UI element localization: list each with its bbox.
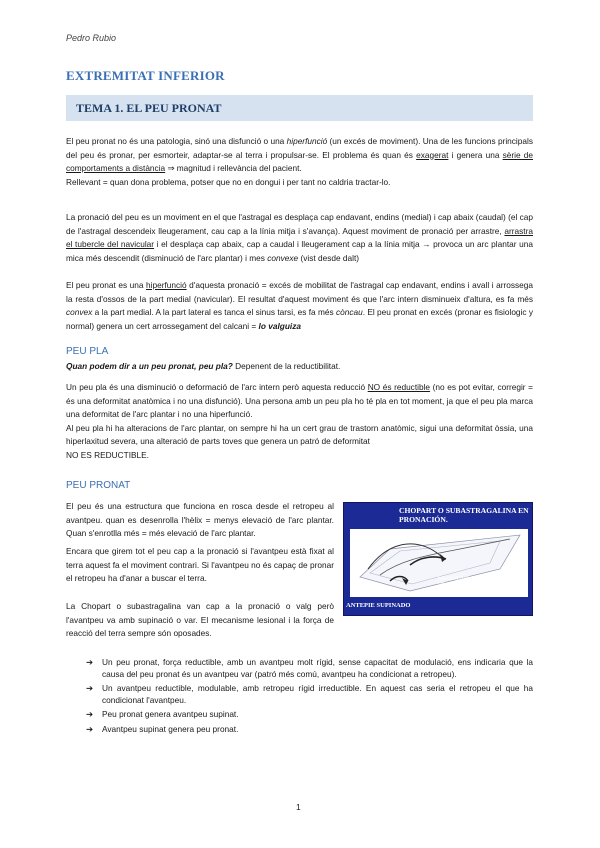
- tema-title-box: [66, 95, 533, 121]
- tema-title: TEMA 1. EL PEU PRONAT: [76, 101, 222, 115]
- page-number: 1: [296, 802, 301, 812]
- hyperfunction-paragraph: El peu pronat es una hiperfunció d'aquesta pronació = excés de mobilitat de l'astragal cap endavant, endins i avall i arrossega la resta d'ossos de la part medial (navicular). El resultat d'aquest moviment és que l'arc intern disminueix d'altura, es fa més convex a la part medial. A la part lateral es tanca el sinus tarsi, es fa més còncau. El peu pronat en excés (pronar es fisiologic y normal) genera un cert arrossegament del calcani = lo valguiza: [66, 280, 533, 331]
- list-item: ➔ Un peu pronat, força reductible, amb un avantpeu molt rígid, sense capacitat de modulació, ens indicaria que la causa del peu pronat és un avantpeu var (patró més comú, avantpeu ha condicionat a retropeu).: [86, 657, 533, 679]
- not-reducible-note: NO ES REDUCTIBLE.: [66, 449, 149, 460]
- figure-caption: MECANISMO LESIONAL Y FUERZA DE REACCIÓN DEL SUELO SIEMPRE SON OPUESTAS: [438, 576, 526, 594]
- peu-pla-paragraph: Un peu pla és una disminució o deformació de l'arc intern però aquesta reducció NO és reductible (no es pot evitar, corregir = és una deformitat anatòmica i no una disfunció). Una persona amb un peu pla ho té pla en tot moment, ja que el peu pla marca una deformitat de l'arc plantar i no una hiperfunció. Al peu pla hi ha alteracions de l'arc plantar, on sempre hi ha un cert grau de trastorn anatòmic, sigui una deformitat òssia, una hiperlaxitud severa, una alteració de parts toves que genera un patró de deformitat NO ES REDUCTIBLE.: [66, 382, 533, 460]
- list-item: ➔ Avantpeu supinat genera peu pronat.: [86, 723, 239, 734]
- peu-pla-heading: PEU PLA: [66, 346, 109, 357]
- intro-paragraph: El peu pronat no és una patologia, sinó una disfunció o una hiperfunció (un excés de moviment). Una de les funcions principals del peu és pronar, per esmorteir, adaptar-se al terra i propulsar-se. El problema és quan és exagerat i genera una sèrie de comportaments a distància ⇒ magnitud i rellevància del pacient. Rellevant = quan dona problema, potser que no en dongui i per tant no caldria tractar-lo.: [66, 136, 533, 187]
- arrow-right-icon: ➔: [86, 723, 94, 734]
- author-header: Pedro Rubio: [66, 33, 117, 43]
- peu-pronat-paragraph-1: El peu és una estructura que funciona en rosca desde el retropeu al avantpeu. quan es desenrolla l'hèlix = menys elevació de l'arc plantar. Quan s'enrotlla més = més elevació de l'arc plantar.: [66, 501, 334, 538]
- peu-pronat-paragraph-3: La Chopart o subastragalina van cap a la pronació o valg però l'avantpeu va amb supinació o var. El mecanisme lesional i la força de reacció del terra sempre són oposades.: [66, 601, 334, 638]
- peu-pla-question: Quan podem dir a un peu pronat, peu pla? Depenent de la reductibilitat.: [66, 361, 341, 371]
- pronation-paragraph: La pronació del peu es un moviment en el que l'astragal es desplaça cap endavant, endins (medial) i cap abaix (caudal) (el cap de l'astragal descendeix lleugerament, cau cap a la línia mitja i s'avança). Aquest moviment de pronació per arrastre, arrastra el tubercle del navicular i el desplaça cap abaix, cap a caudal i lleugerament cap a la línia mitja → provoca un arc plantar una mica més descendit (disminució de l'arc plantar) i mes convexe (vist desde dalt): [66, 212, 533, 263]
- peu-pronat-paragraph-2: Encara que girem tot el peu cap a la pronació si l'avantpeu està fixat al terra aquest fa el moviment contrari. Si l'avantpeu no és capaç de pronar el retropeu ha d'anar a buscar el terra.: [66, 546, 334, 583]
- list-item: ➔ Un avantpeu reductible, modulable, amb retropeu rígid irreductible. En aquest cas seria el retropeu el que ha condicionat l'avantpeu.: [86, 683, 533, 705]
- peu-pronat-heading: PEU PRONAT: [66, 480, 131, 491]
- relevance-line: Rellevant = quan dona problema, potser que no en dongui i per tant no caldria tractar-lo.: [66, 176, 391, 187]
- figure-label: ANTEPIE SUPINADO: [346, 602, 411, 609]
- arrow-right-icon: ➔: [86, 657, 94, 667]
- arrow-right-icon: ➔: [86, 683, 94, 693]
- conclusions-list: [86, 657, 533, 738]
- chapter-title: EXTREMITAT INFERIOR: [66, 68, 225, 83]
- figure-title: CHOPART O SUBASTRAGALINA EN PRONACIÓN.: [399, 506, 529, 524]
- chopart-figure: [343, 502, 533, 616]
- arrow-right-icon: ➔: [86, 709, 94, 719]
- list-item: ➔ Peu pronat genera avantpeu supinat.: [86, 709, 239, 719]
